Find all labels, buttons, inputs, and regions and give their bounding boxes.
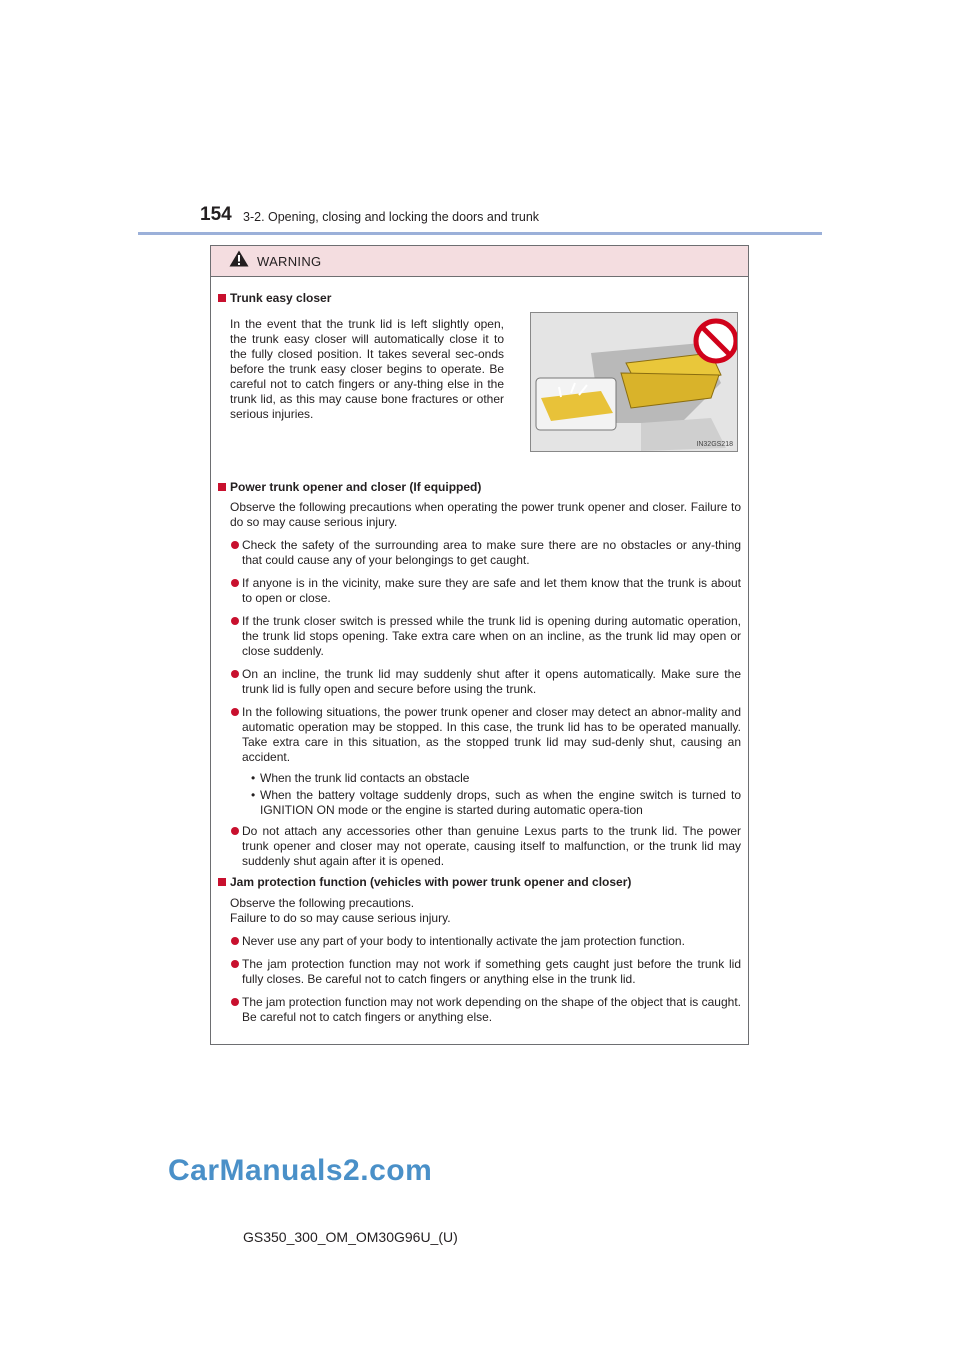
red-square-icon: [218, 878, 226, 886]
section-title: 3-2. Opening, closing and locking the doors and trunk: [243, 210, 540, 224]
header-rule: [138, 232, 822, 235]
jam-bullet-3: The jam protection function may not work depending on the shape of the object that is caught. Be careful not to catch fingers or anything else.: [218, 995, 741, 1025]
power-bullet-3: If the trunk closer switch is pressed while the trunk lid is opening during automatic operation, the trunk lid stops opening. Take extra care when on an incline, as the trunk lid may open or close suddenly.: [218, 614, 741, 659]
red-square-icon: [218, 483, 226, 491]
red-square-icon: [218, 294, 226, 302]
easy-closer-row: [218, 312, 741, 452]
power-bullet-4: On an incline, the trunk lid may suddenly shut after it opens automatically. Make sure the trunk lid is fully open and secure before using the trunk.: [218, 667, 741, 697]
warning-content: [211, 277, 748, 1025]
power-bullet-1: Check the safety of the surrounding area to make sure there are no obstacles or any-thing that could cause any of your belongings to get caught.: [218, 538, 741, 568]
jam-bullet-1: Never use any part of your body to intentionally activate the jam protection function.: [218, 934, 741, 949]
watermark-logo: CarManuals2.com: [168, 1154, 433, 1187]
jam-protection-heading: Jam protection function (vehicles with power trunk opener and closer): [218, 875, 741, 890]
red-dot-icon: [231, 670, 239, 678]
warning-title: WARNING: [257, 253, 322, 269]
page-number: 154: [200, 204, 232, 225]
red-dot-icon: [231, 579, 239, 587]
red-dot-icon: [231, 617, 239, 625]
red-dot-icon: [231, 827, 239, 835]
sub-item-2: • When the battery voltage suddenly drops, such as when the engine switch is turned to IGNITION ON mode or the engine is started during automatic opera-tion: [251, 788, 741, 817]
power-trunk-heading: Power trunk opener and closer (If equipped): [218, 480, 741, 495]
easy-closer-heading: Trunk easy closer: [218, 291, 741, 306]
red-dot-icon: [231, 541, 239, 549]
warning-header: [211, 246, 748, 277]
power-bullet-5: In the following situations, the power trunk opener and closer may detect an abnor-mality and automatic operation may be stopped. In this case, the trunk lid has to be operated manually. Take extra care in this situation, as the stopped trunk lid may sud-denly shut, causing an accident.: [218, 705, 741, 765]
power-bullet-last: Do not attach any accessories other than genuine Lexus parts to the trunk lid. The power trunk opener and closer may not operate, causing itself to malfunction, or the trunk lid may suddenly shut again after it is opened.: [218, 824, 741, 869]
easy-closer-text: In the event that the trunk lid is left slightly open, the trunk easy closer will automatically close it to the fully closed position. It takes several sec-onds before the trunk easy closer begins to operate. Be careful not to catch fingers or any-thing else in the trunk lid, as this may cause bone fractures or other serious injuries.: [230, 317, 504, 421]
jam-intro-2: Failure to do so may cause serious injury.: [230, 911, 451, 925]
illustration-code: IN32GS218: [696, 441, 733, 448]
jam-intro-1: Observe the following precautions.: [230, 896, 415, 910]
warning-box: [210, 245, 749, 1045]
footer-doc-code: GS350_300_OM_OM30G96U_(U): [243, 1229, 458, 1245]
trunk-illustration: [530, 312, 738, 452]
sub-item-1: • When the trunk lid contacts an obstacle: [251, 771, 470, 785]
power-bullet-2: If anyone is in the vicinity, make sure they are safe and let them know that the trunk is about to open or close.: [218, 576, 741, 606]
power-trunk-intro: Observe the following precautions when operating the power trunk opener and closer. Failure to do so may cause serious injury.: [230, 500, 741, 529]
trunk-closer-image-icon: [531, 313, 737, 451]
red-dot-icon: [231, 960, 239, 968]
red-dot-icon: [231, 937, 239, 945]
red-dot-icon: [231, 708, 239, 716]
red-dot-icon: [231, 998, 239, 1006]
jam-bullet-2: The jam protection function may not work if something gets caught just before the trunk lid fully closes. Be careful not to catch fingers or anything else in the trunk lid.: [218, 957, 741, 987]
warning-triangle-icon: [229, 250, 249, 272]
